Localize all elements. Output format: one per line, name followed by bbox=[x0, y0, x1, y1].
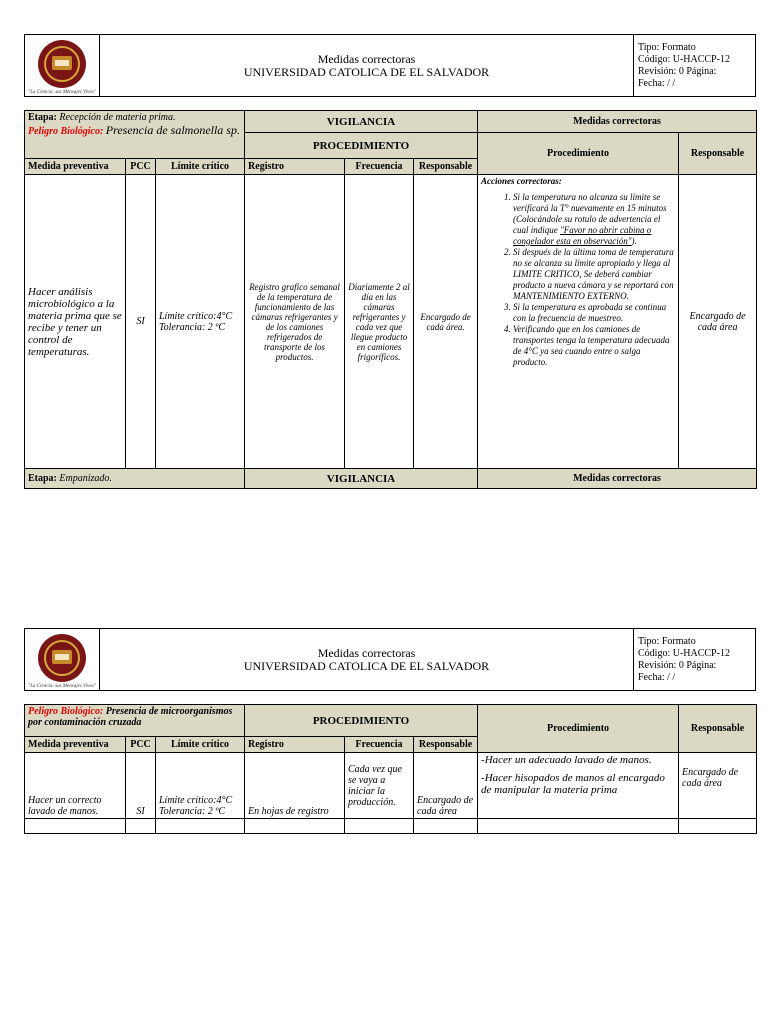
haccp-table bbox=[24, 110, 757, 489]
etapa-label: Etapa: bbox=[28, 112, 57, 123]
blank-row bbox=[25, 819, 757, 834]
limite-line1: Límite crítico:4°C bbox=[159, 795, 233, 806]
logo-cell bbox=[25, 629, 100, 691]
title-line1: Medidas correctoras bbox=[317, 645, 416, 660]
meta-fecha: Fecha: / / bbox=[638, 671, 676, 683]
accion-2: 2. Si después de la última toma de temperatura no se alcanza su límite apropiado y llega al LIMITE CRITICO, Se deberá cambiar producto a nueva cámara y se reportará con MANTENIMIENTO EXTERNO. bbox=[513, 247, 675, 302]
logo-motto: "La Ciencia: sus Mensajes Vivos" bbox=[28, 683, 96, 689]
meta-codigo: Código: U-HACCP-12 bbox=[638, 53, 730, 65]
procedimiento-header: PROCEDIMIENTO bbox=[245, 133, 478, 159]
col-limite: Límite crítico bbox=[156, 737, 245, 753]
logo-motto: "La Ciencia: sus Mensajes Vivos" bbox=[28, 89, 96, 95]
peligro-label: Peligro Biológico: bbox=[28, 706, 104, 717]
footer-etapa-label: Etapa: bbox=[28, 473, 57, 484]
meta-tipo: Tipo: Formato bbox=[638, 41, 696, 53]
accion-4: 4. Verificando que en los camiones de transportes tenga la temperatura adecuada de 4°C ya sea cuando entre o salga producto. bbox=[513, 324, 675, 368]
cell-limite bbox=[156, 175, 245, 469]
header-2 bbox=[24, 628, 756, 691]
footer-vigilancia: VIGILANCIA bbox=[245, 469, 478, 489]
col-frecuencia: Frecuencia bbox=[345, 737, 414, 753]
proc-line2: -Hacer hisopados de manos al encargado de manipular la materia prima bbox=[481, 772, 665, 796]
haccp-table-2 bbox=[24, 704, 756, 834]
cell-medida: Hacer análisis microbiológico a la materia prima que se recibe y tener un control de temperaturas. bbox=[25, 175, 126, 469]
medidas-header: Medidas correctoras bbox=[478, 111, 757, 133]
cell-pcc: SI bbox=[126, 175, 156, 469]
title-line1: Medidas correctoras bbox=[317, 51, 416, 66]
etapa-peligro-cell bbox=[25, 111, 245, 159]
limite-line2: Tolerancia: 2 ºC bbox=[159, 321, 226, 333]
meta-revision: Revisión: 0 Página: bbox=[638, 65, 717, 77]
peligro-value: Presencia de salmonella sp. bbox=[105, 123, 240, 137]
responsable-right-header: Responsable bbox=[679, 133, 757, 175]
logo-cell bbox=[25, 35, 100, 97]
cell-pcc: SI bbox=[126, 753, 156, 819]
col-pcc: PCC bbox=[126, 737, 156, 753]
col-registro: Registro bbox=[245, 737, 345, 753]
acciones-list bbox=[481, 192, 675, 368]
col-pcc: PCC bbox=[126, 159, 156, 175]
cell-registro: En hojas de registro bbox=[245, 753, 345, 819]
cell-acciones bbox=[478, 175, 679, 469]
header-title bbox=[100, 629, 634, 691]
peligro-label: Peligro Biológico: bbox=[28, 126, 104, 137]
col-limite: Límite crítico bbox=[156, 159, 245, 175]
cell-frecuencia: Diariamente 2 al día en las cámaras refrigerantes y cada vez que llegue producto en camiones frigoríficos. bbox=[345, 175, 414, 469]
header-table bbox=[24, 628, 756, 691]
col-frecuencia: Frecuencia bbox=[345, 159, 414, 175]
accion-3: 3. Si la temperatura es aprobada se continua con la frecuencia de muestreo. bbox=[513, 302, 675, 324]
meta-tipo: Tipo: Formato bbox=[638, 635, 696, 647]
table-row bbox=[25, 753, 757, 819]
header-meta bbox=[634, 35, 756, 97]
meta-fecha: Fecha: / / bbox=[638, 77, 676, 89]
cell-limite bbox=[156, 753, 245, 819]
header-table bbox=[24, 34, 756, 97]
limite-line1: Límite crítico:4°C bbox=[159, 310, 233, 322]
meta-revision: Revisión: 0 Página: bbox=[638, 659, 717, 671]
cell-responsable-right: Encargado de cada área bbox=[679, 753, 757, 819]
proc-right-header: Procedimiento bbox=[478, 133, 679, 175]
cell-frecuencia: Cada vez que se vaya a iniciar la producción. bbox=[345, 753, 414, 819]
col-responsable: Responsable bbox=[414, 159, 478, 175]
header-title bbox=[100, 35, 634, 97]
col-responsable: Responsable bbox=[414, 737, 478, 753]
vigilancia-header: VIGILANCIA bbox=[245, 111, 478, 133]
proc-right-header: Procedimiento bbox=[478, 705, 679, 753]
cell-registro: Registro grafico semanal de la temperatura de funcionamiento de las cámaras refrigerantes y de los camiones refrigerados de transporte de los productos. bbox=[245, 175, 345, 469]
footer-medidas: Medidas correctoras bbox=[478, 469, 757, 489]
cell-procedimiento bbox=[478, 753, 679, 819]
proc-line1: -Hacer un adecuado lavado de manos. bbox=[481, 754, 652, 766]
haccp-table-1 bbox=[24, 110, 756, 489]
header-1 bbox=[24, 34, 756, 97]
footer-etapa bbox=[25, 469, 245, 489]
accion-1-warning: "Favor no abrir cabina o congelador esta en observación" bbox=[513, 225, 652, 246]
cell-responsable-right: Encargado de cada área bbox=[679, 175, 757, 469]
title-line2: UNIVERSIDAD CATOLICA DE EL SALVADOR bbox=[243, 64, 490, 79]
meta-codigo: Código: U-HACCP-12 bbox=[638, 647, 730, 659]
cell-responsable: Encargado de cada área bbox=[414, 753, 478, 819]
cell-medida: Hacer un correcto lavado de manos. bbox=[25, 753, 126, 819]
cell-responsable: Encargado de cada área. bbox=[414, 175, 478, 469]
peligro-cell bbox=[25, 705, 245, 737]
peligro-value: Presencia de microorganismos por contaminación cruzada bbox=[28, 706, 233, 728]
footer-etapa-value: Empanizado. bbox=[59, 473, 112, 484]
limite-line2: Tolerancia: 2 ºC bbox=[159, 806, 226, 817]
procedimiento-header: PROCEDIMIENTO bbox=[245, 705, 478, 737]
acciones-title: Acciones correctoras: bbox=[481, 176, 562, 186]
col-medida: Medida preventiva bbox=[25, 159, 126, 175]
accion-1-post: ). bbox=[631, 236, 637, 246]
header-meta bbox=[634, 629, 756, 691]
accion-1 bbox=[513, 192, 675, 247]
university-logo bbox=[38, 634, 86, 682]
accion-1-pre: Si la temperatura no alcanza su límite se verificará la T° nuevamente en 15 minutos (Colocándole su rotulo de advertencia el cual indique bbox=[513, 192, 667, 235]
university-logo bbox=[38, 40, 86, 88]
title-line2: UNIVERSIDAD CATOLICA DE EL SALVADOR bbox=[243, 658, 490, 673]
col-registro: Registro bbox=[245, 159, 345, 175]
responsable-right-header: Responsable bbox=[679, 705, 757, 753]
etapa-value: Recepción de materia prima. bbox=[59, 112, 176, 123]
haccp-table bbox=[24, 704, 757, 834]
table-row bbox=[25, 175, 757, 469]
col-medida: Medida preventiva bbox=[25, 737, 126, 753]
